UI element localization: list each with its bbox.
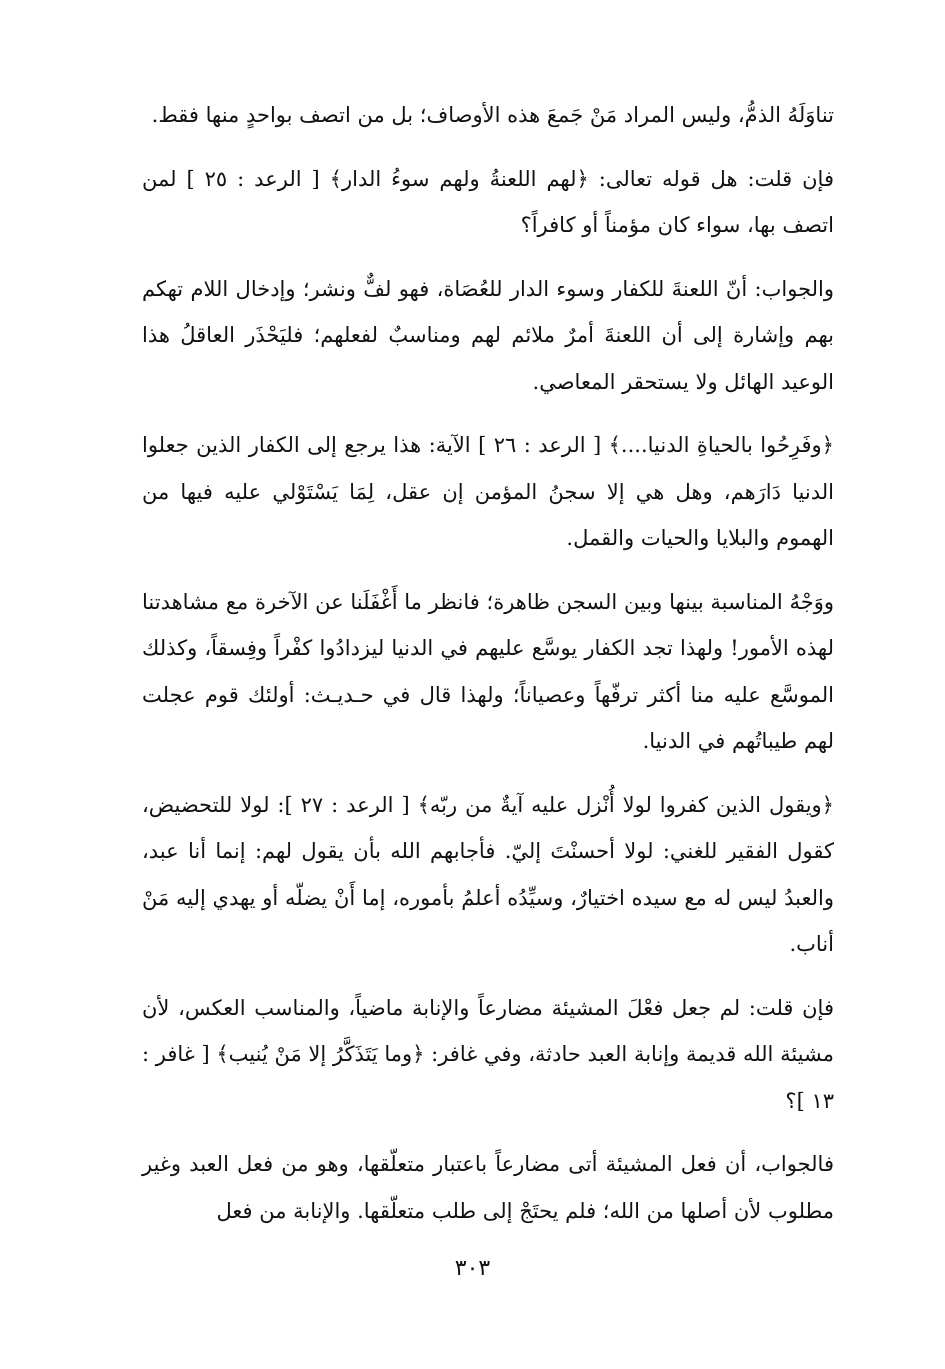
paragraph-2: فإن قلت: هل قوله تعالى: ﴿لهم اللعنةُ ولهم سوءُ الدار﴾ [ الرعد : ٢٥ ] لمن اتصف بها، سواء كان مؤمناً أو كافراً؟	[142, 166, 834, 237]
paragraph-3: والجواب: أنّ اللعنةَ للكفار وسوء الدار للعُصَاة، فهو لفٌّ ونشر؛ وإدخال اللام تهكم بهم وإشارة إلى أن اللعنةَ أمرٌ ملائم لهم ومناسبٌ لفعلهم؛ فليَحْذَر العاقلُ هذا الوعيد الهائل ولا يستحقر المعاصي.	[142, 276, 834, 394]
paragraph-6: ﴿ويقول الذين كفروا لولا أُنْزل عليه آيةٌ من ربّه﴾ [ الرعد : ٢٧ ]: لولا للتحضيض، كقول الفقير للغني: لولا أحسنْتَ إليّ. فأجابهم الله بأن يقول لهم: إنما أنا عبد، والعبدُ ليس له مع سيده اختيارٌ، وسيِّدُه أعلمُ بأموره، إما أَنْ يضلّه أو يهدي إليه مَنْ أناب.	[142, 792, 834, 956]
page-number: ٣٠٣	[454, 1256, 491, 1281]
body-text	[142, 92, 834, 1251]
paragraph-4: ﴿وفَرِحُوا بالحياةِ الدنيا....﴾ [ الرعد : ٢٦ ] الآية: هذا يرجع إلى الكفار الذين جعلوا الدنيا دَارَهم، وهل هي إلا سجنُ المؤمن إن عقل، لِمَا يَسْتَوْلي عليه فيها من الهموم والبلايا والحيات والقمل.	[142, 433, 834, 550]
paragraph-8: فالجواب، أن فعل المشيئة أتى مضارعاً باعتبار متعلّقها، وهو من فعل العبد وغير مطلوب لأن أصلها من الله؛ فلم يحتَجْ إلى طلب متعلّقها. والإنابة من فعل	[142, 1152, 834, 1223]
paragraph-7: فإن قلت: لم جعل فعْلَ المشيئة مضارعاً والإنابة ماضياً، والمناسب العكس، لأن مشيئة الله قديمة وإنابة العبد حادثة، وفي غافر: ﴿وما يَتَذَكَّرُ إلا مَنْ يُنيب﴾ [ غافر : ١٣ ]؟	[142, 995, 834, 1113]
paragraph-5: ووَجْهُ المناسبة بينها وبين السجن ظاهرة؛ فانظر ما أَغْفَلَنا عن الآخرة مع مشاهدتنا لهذه الأمور! ولهذا تجد الكفار يوسَّع عليهم في الدنيا ليزدادُوا كفْراً وفِسقاً، وكذلك الموسَّع عليه منا أكثر ترفّهاً وعصياناً؛ ولهذا قال في حـديـث: أولئك قوم عجلت لهم طيباتُهم في الدنيا.	[142, 589, 834, 753]
paragraph-1: تناوَلَهُ الذمُّ، وليس المراد مَنْ جَمعَ هذه الأوصاف؛ بل من اتصف بواحدٍ منها فقط.	[151, 103, 834, 127]
